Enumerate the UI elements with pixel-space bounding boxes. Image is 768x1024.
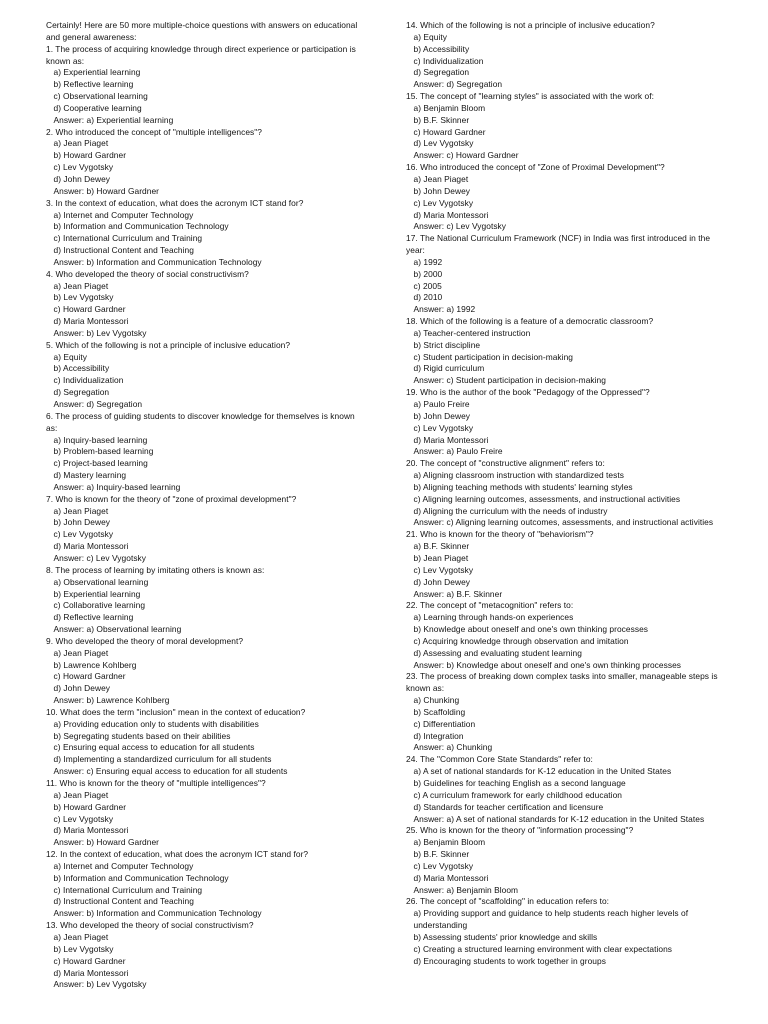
answer-option: c) Differentiation [413,718,476,729]
answer-option: b) Strict discipline [413,339,481,350]
answer-line: Answer: c) Lev Vygotsky [413,221,507,232]
answer-option: a) Internet and Computer Technology [53,860,194,871]
answer-line: Answer: c) Howard Gardner [413,150,519,161]
answer-option: d) Maria Montessori [53,967,129,978]
question-block [46,44,368,127]
answer-option: a) Jean Piaget [53,138,109,149]
answer-line: Answer: c) Aligning learning outcomes, assessments, and instructional activities [413,517,714,528]
question-text: 15. The concept of "learning styles" is associated with the work of: [406,91,655,102]
answer-option: d) Segregation [413,67,470,78]
answer-option: d) Cooperative learning [53,102,142,113]
answer-option: b) Scaffolding [413,706,466,717]
answer-option: a) Jean Piaget [413,173,469,184]
answer-option: a) Jean Piaget [53,789,109,800]
question-block [406,162,724,233]
question-block [46,127,368,198]
answer-option: b) John Dewey [413,185,471,196]
answer-option: a) 1992 [413,256,443,267]
answer-option: b) Accessibility [413,43,470,54]
answer-option: d) Rigid curriculum [413,363,485,374]
question-text: 3. In the context of education, what does the acronym ICT stand for? [46,197,304,208]
question-block [406,20,724,91]
answer-option: a) Paulo Freire [413,399,470,409]
answer-option: a) Equity [413,31,448,42]
question-text: 20. The concept of "constructive alignment" refers to: [406,458,605,469]
question-block [46,198,368,269]
answer-line: Answer: a) A set of national standards for K-12 education in the United States [413,813,705,824]
answer-option: b) Knowledge about oneself and one's own thinking processes [413,624,649,635]
left-column [46,20,368,991]
answer-line: Answer: a) Experiential learning [53,114,174,125]
answer-option: d) Lev Vygotsky [413,138,474,149]
answer-option: b) Reflective learning [53,79,134,90]
intro-text: Certainly! Here are 50 more multiple-choice questions with answers on educational and general awareness: [46,20,358,42]
answer-option: a) Jean Piaget [53,647,109,658]
answer-option: c) A curriculum framework for early childhood education [413,789,622,800]
answer-option: c) Individualization [53,375,124,386]
answer-option: c) Howard Gardner [413,126,486,137]
answer-option: d) Encouraging students to work together in groups [413,955,606,966]
answer-option: a) A set of national standards for K-12 education in the United States [413,766,672,777]
question-block [406,387,724,458]
answer-line: Answer: b) Howard Gardner [53,185,160,196]
question-text: 24. The "Common Core State Standards" refer to: [406,754,593,765]
question-block [46,340,368,411]
answer-option: c) Lev Vygotsky [413,860,474,871]
answer-line: Answer: c) Ensuring equal access to education for all students [53,766,288,777]
answer-option: b) Experiential learning [53,588,141,599]
answer-option: b) Information and Communication Technology [53,872,229,883]
question-block [406,458,724,529]
question-text: 8. The process of learning by imitating others is known as: [46,564,265,575]
answer-option: a) Benjamin Bloom [413,102,486,113]
answer-option: d) Integration [413,730,464,741]
answer-option: c) Acquiring knowledge through observation and imitation [413,635,629,646]
answer-option: a) Inquiry-based learning [53,434,148,445]
question-block [46,707,368,778]
answer-option: c) Howard Gardner [53,955,126,966]
question-block [406,825,724,896]
question-block [46,565,368,636]
answer-option: a) B.F. Skinner [413,541,470,552]
question-text: 10. What does the term "inclusion" mean in the context of education? [46,706,306,717]
answer-line: Answer: b) Information and Communication Technology [53,256,262,267]
answer-line: Answer: c) Lev Vygotsky [53,552,147,563]
answer-option: c) Student participation in decision-making [413,351,573,362]
answer-option: d) John Dewey [53,173,111,184]
answer-option: c) Lev Vygotsky [53,529,114,540]
answer-option: d) 2010 [413,292,443,303]
question-text: 16. Who introduced the concept of "Zone of Proximal Development"? [406,162,665,173]
answer-option: b) Howard Gardner [53,801,127,812]
answer-line: Answer: b) Howard Gardner [53,837,160,848]
answer-option: c) Ensuring equal access to education for all students [53,742,255,753]
answer-option: d) Maria Montessori [53,541,129,552]
question-block [406,754,724,825]
question-text: 1. The process of acquiring knowledge through direct experience or participation is known as: [46,43,356,66]
answer-line: Answer: b) Lawrence Kohlberg [53,695,170,706]
answer-option: c) Lev Vygotsky [413,564,474,575]
answer-option: d) Assessing and evaluating student learning [413,647,582,658]
answer-option: d) Maria Montessori [53,316,129,327]
answer-line: Answer: a) Benjamin Bloom [413,884,519,895]
answer-option: a) Providing education only to students with disabilities [53,718,259,729]
answer-option: d) Maria Montessori [53,825,129,836]
answer-option: a) Jean Piaget [53,280,109,291]
answer-option: c) Collaborative learning [53,600,146,611]
answer-option: b) John Dewey [53,517,111,528]
answer-option: b) Problem-based learning [53,446,154,457]
answer-line: Answer: a) Paulo Freire [413,446,503,457]
question-text: 14. Which of the following is not a principle of inclusive education? [406,20,655,30]
answer-line: Answer: a) Chunking [413,742,493,753]
answer-option: d) Instructional Content and Teaching [53,896,194,907]
answer-option: a) Providing support and guidance to help students reach higher levels of understanding [413,908,689,931]
answer-option: d) Maria Montessori [413,209,489,220]
question-text: 26. The concept of "scaffolding" in education refers to: [406,896,610,907]
answer-option: a) Jean Piaget [53,505,109,516]
answer-option: a) Learning through hands-on experiences [413,612,574,623]
question-text: 5. Which of the following is not a principle of inclusive education? [46,339,291,350]
answer-option: b) Accessibility [53,363,110,374]
question-block [46,778,368,849]
answer-option: d) John Dewey [413,576,471,587]
answer-line: Answer: d) Segregation [53,399,143,409]
question-block [406,233,724,316]
question-text: 13. Who developed the theory of social constructivism? [46,920,254,931]
answer-line: Answer: d) Segregation [413,79,503,90]
question-text: 18. Which of the following is a feature of a democratic classroom? [406,316,654,327]
answer-option: b) Information and Communication Technology [53,221,229,232]
right-column [406,20,724,968]
answer-line: Answer: a) Inquiry-based learning [53,481,181,492]
answer-option: a) Jean Piaget [53,931,109,942]
answer-option: b) Assessing students' prior knowledge and skills [413,931,598,942]
question-text: 23. The process of breaking down complex tasks into smaller, manageable steps is known as: [406,671,718,694]
question-text: 6. The process of guiding students to discover knowledge for themselves is known as: [46,410,355,433]
answer-option: a) Experiential learning [53,67,141,78]
answer-option: b) Lawrence Kohlberg [53,659,137,670]
question-block [406,671,724,754]
question-block [406,529,724,600]
answer-line: Answer: a) 1992 [413,304,476,315]
answer-option: c) International Curriculum and Training [53,233,203,244]
answer-line: Answer: b) Knowledge about oneself and one's own thinking processes [413,659,682,670]
answer-option: b) Aligning teaching methods with students' learning styles [413,481,633,492]
answer-option: b) Segregating students based on their abilities [53,730,231,741]
answer-option: c) Creating a structured learning environment with clear expectations [413,943,673,954]
question-text: 7. Who is known for the theory of "zone of proximal development"? [46,493,297,504]
answer-option: d) John Dewey [53,683,111,694]
answer-option: a) Benjamin Bloom [413,837,486,848]
question-block [46,269,368,340]
answer-option: a) Internet and Computer Technology [53,209,194,220]
question-text: 12. In the context of education, what does the acronym ICT stand for? [46,849,309,860]
question-block [46,849,368,920]
answer-option: d) Instructional Content and Teaching [53,245,194,256]
answer-option: b) Jean Piaget [413,552,469,563]
answer-option: c) International Curriculum and Training [53,884,203,895]
answer-line: Answer: a) Observational learning [53,624,182,635]
answer-option: c) Lev Vygotsky [413,422,474,433]
answer-option: b) 2000 [413,268,443,279]
answer-line: Answer: a) B.F. Skinner [413,588,503,599]
answer-line: Answer: c) Student participation in decision-making [413,375,606,386]
answer-line: Answer: b) Lev Vygotsky [53,327,147,338]
answer-option: d) Standards for teacher certification and licensure [413,801,604,812]
answer-option: d) Mastery learning [53,470,127,481]
question-block [406,896,724,967]
answer-option: b) Lev Vygotsky [53,943,114,954]
answer-option: d) Reflective learning [53,612,134,623]
answer-option: c) Lev Vygotsky [413,197,474,208]
answer-option: d) Implementing a standardized curriculum for all students [53,754,272,765]
question-text: 19. Who is the author of the book "Pedagogy of the Oppressed"? [406,387,650,398]
answer-option: c) Aligning learning outcomes, assessments, and instructional activities [413,493,681,504]
question-text: 21. Who is known for the theory of "behaviorism"? [406,529,594,540]
answer-option: c) Lev Vygotsky [53,813,114,824]
answer-option: c) Project-based learning [53,458,148,469]
question-text: 9. Who developed the theory of moral development? [46,635,244,646]
question-text: 4. Who developed the theory of social constructivism? [46,268,249,279]
question-text: 25. Who is known for the theory of "information processing"? [406,825,634,836]
answer-option: c) Observational learning [53,91,148,102]
question-text: 2. Who introduced the concept of "multiple intelligences"? [46,126,263,137]
answer-option: b) Lev Vygotsky [53,292,114,303]
answer-option: a) Teacher-centered instruction [413,327,531,338]
answer-option: a) Equity [53,351,88,362]
answer-option: c) Howard Gardner [53,671,126,682]
question-block [46,494,368,565]
answer-option: a) Chunking [413,695,460,706]
answer-line: Answer: b) Information and Communication Technology [53,908,262,919]
question-block [46,411,368,494]
answer-option: c) Lev Vygotsky [53,162,114,173]
answer-line: Answer: b) Lev Vygotsky [53,979,147,990]
question-text: 17. The National Curriculum Framework (NCF) in India was first introduced in the year: [406,233,711,256]
answer-option: b) Howard Gardner [53,150,127,161]
answer-option: b) Guidelines for teaching English as a second language [413,778,626,788]
question-block [46,636,368,707]
answer-option: a) Aligning classroom instruction with standardized tests [413,470,624,481]
question-text: 11. Who is known for the theory of "multiple intelligences"? [46,778,266,788]
answer-option: d) Maria Montessori [413,434,489,445]
answer-option: c) Individualization [413,55,484,66]
answer-option: a) Observational learning [53,576,149,587]
answer-option: b) B.F. Skinner [413,114,470,125]
question-block [406,316,724,387]
question-block [406,600,724,671]
answer-option: d) Aligning the curriculum with the needs of industry [413,505,608,516]
question-block [46,920,368,991]
answer-option: c) Howard Gardner [53,304,126,315]
answer-option: d) Maria Montessori [413,872,489,883]
answer-option: b) John Dewey [413,410,471,421]
answer-option: c) 2005 [413,280,442,291]
answer-option: b) B.F. Skinner [413,849,470,860]
question-text: 22. The concept of "metacognition" refers to: [406,600,574,611]
answer-option: d) Segregation [53,387,110,398]
question-block [406,91,724,162]
